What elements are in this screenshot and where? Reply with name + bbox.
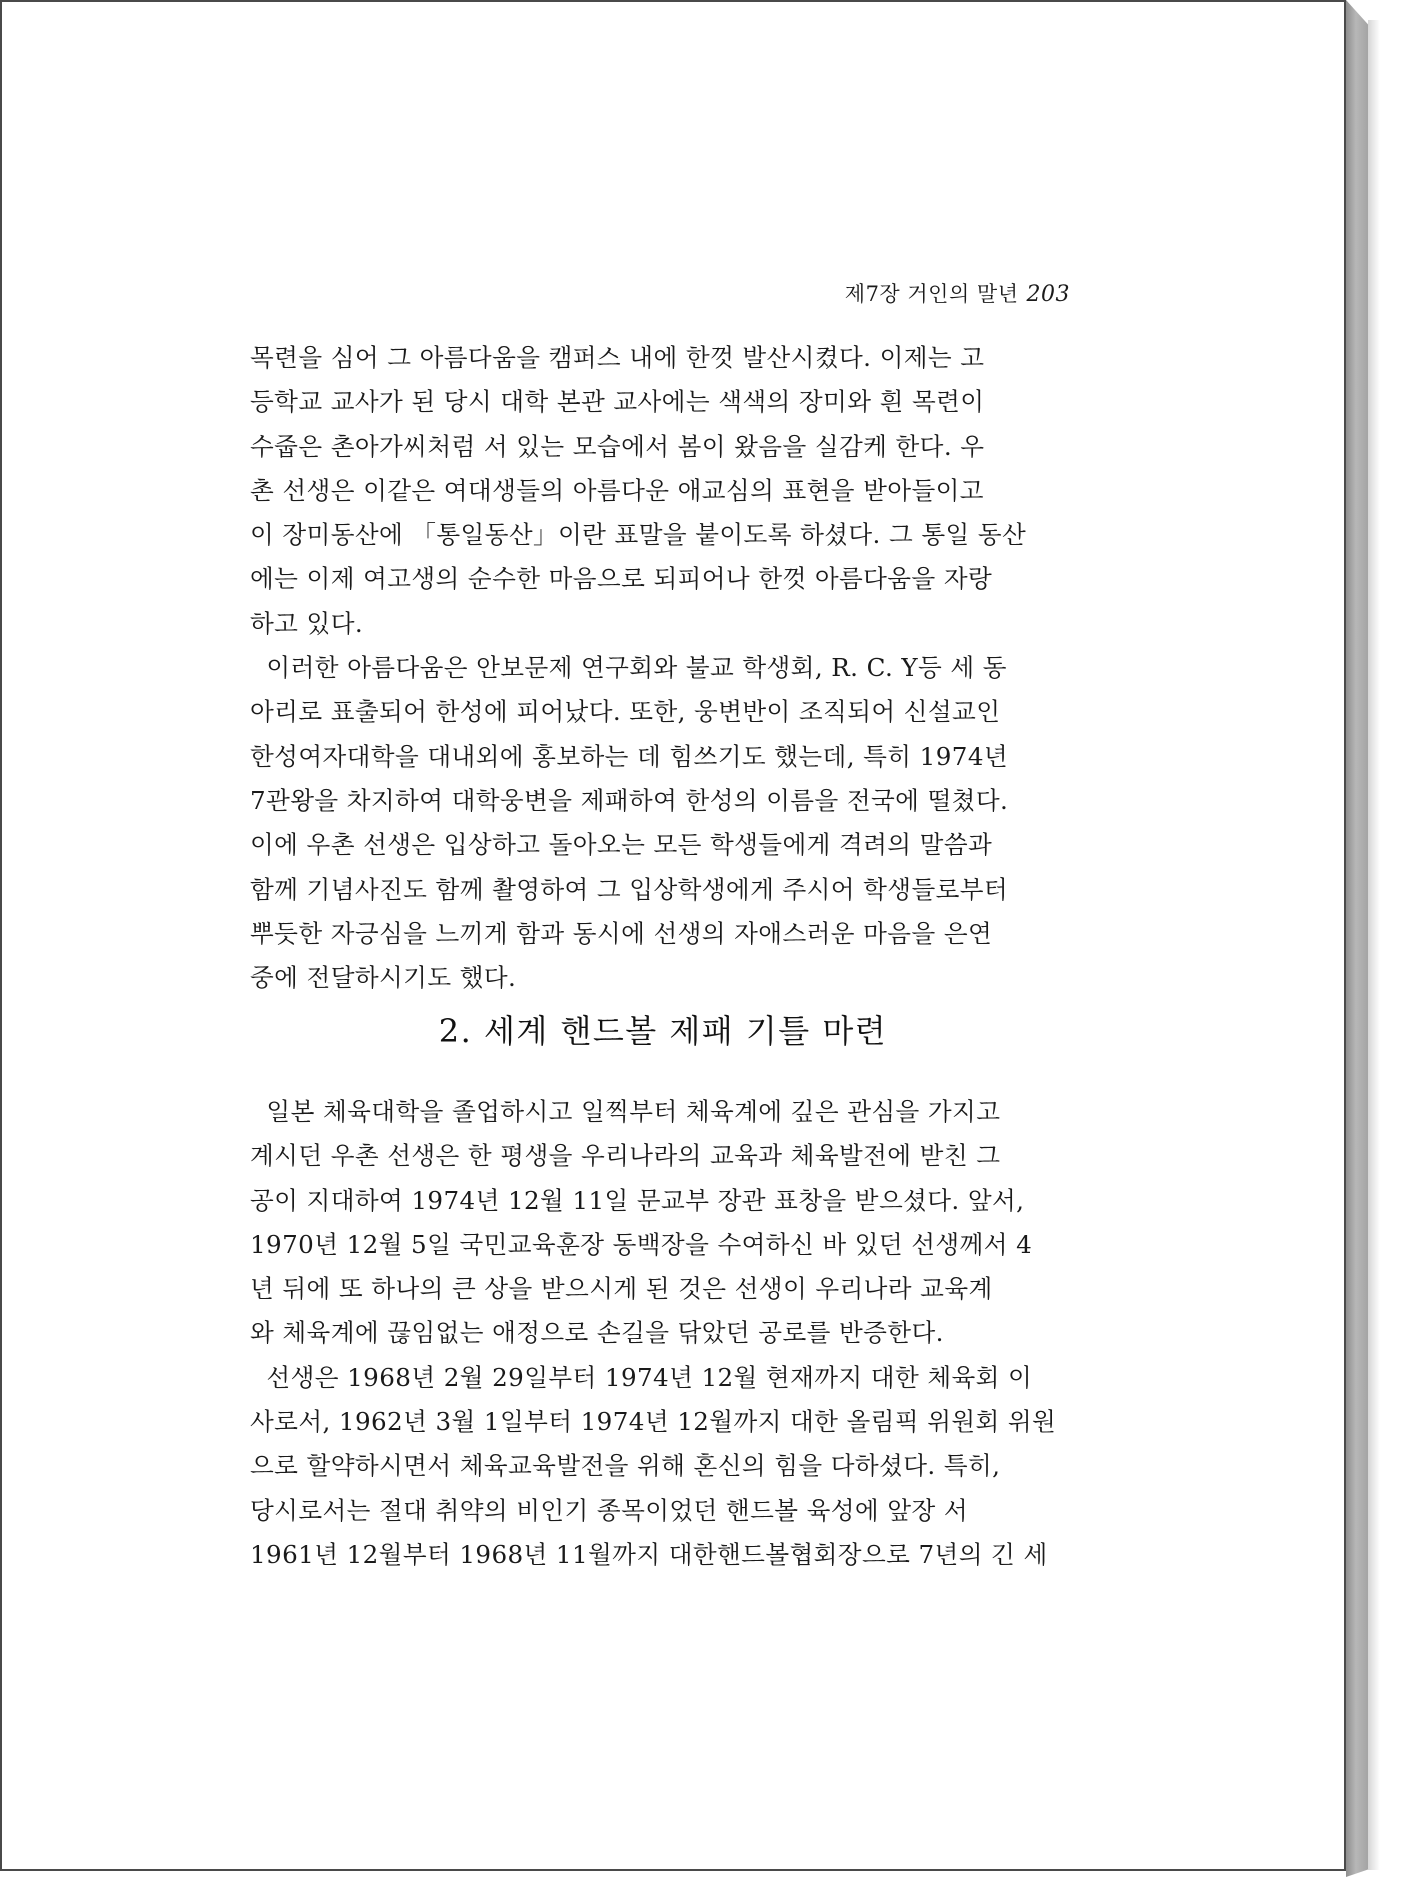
text-line: 아리로 표출되어 한성에 피어났다. 또한, 웅변반이 조직되어 신설교인 [250, 697, 1001, 727]
text-line: 뿌듯한 자긍심을 느끼게 함과 동시에 선생의 자애스러운 마음을 은연 [250, 918, 993, 948]
chapter-title: 제7장 거인의 말년 [844, 282, 1019, 306]
text-line: 년 뒤에 또 하나의 큰 상을 받으시게 된 것은 선생이 우리나라 교육계 [250, 1274, 993, 1304]
text-line: 중에 전달하시기도 했다. [250, 963, 517, 993]
section-1-body [250, 336, 1076, 1000]
text-line: 이 장미동산에 「통일동산」이란 표말을 붙이도록 하셨다. 그 통일 동산 [250, 520, 1027, 550]
section-heading: 2. 세계 핸드볼 제패 기틀 마련 [438, 1012, 888, 1050]
text-line: 함께 기념사진도 함께 촬영하여 그 입상학생에게 주시어 학생들로부터 [250, 874, 1009, 904]
text-line: 7관왕을 차지하여 대학웅변을 제패하여 한성의 이름을 전국에 떨쳤다. [250, 785, 1009, 815]
text-line: 당시로서는 절대 취약의 비인기 종목이었던 핸드볼 육성에 앞장 서 [250, 1495, 968, 1525]
text-line: 목련을 심어 그 아름다움을 캠퍼스 내에 한껏 발산시켰다. 이제는 고 [250, 343, 985, 372]
running-head [792, 278, 1070, 308]
text-line: 촌 선생은 이같은 여대생들의 아름다운 애교심의 표현을 받아들이고 [250, 475, 984, 505]
book-shadow [1368, 20, 1380, 1870]
text-line: 하고 있다. [250, 608, 364, 638]
page-number: 203 [1026, 282, 1070, 307]
text-line: 사로서, 1962년 3월 1일부터 1974년 12월까지 대한 올림픽 위원회 위원 [250, 1407, 1057, 1437]
text-line: 계시던 우촌 선생은 한 평생을 우리나라의 교육과 체육발전에 받친 그 [250, 1141, 1001, 1171]
text-line: 1970년 12월 5일 국민교육훈장 동백장을 수여하신 바 있던 선생께서 4 [250, 1229, 1033, 1259]
text-line: 수줍은 촌아가씨처럼 서 있는 모습에서 봄이 왔음을 실감케 한다. 우 [250, 431, 985, 461]
text-line: 에는 이제 여고생의 순수한 마음으로 되피어나 한껏 아름다움을 자랑 [250, 564, 993, 594]
section-2-body [250, 1090, 1076, 1577]
text-line: 선생은 1968년 2월 29일부터 1974년 12월 현재까지 대한 체육회 이 [250, 1362, 1033, 1392]
text-line: 공이 지대하여 1974년 12월 11일 문교부 장관 표창을 받으셨다. 앞서, [250, 1185, 1025, 1215]
text-line: 와 체육계에 끊임없는 애정으로 손길을 닦았던 공로를 반증한다. [250, 1318, 944, 1348]
text-line: 이에 우촌 선생은 입상하고 돌아오는 모든 학생들에게 격려의 말씀과 [250, 830, 993, 860]
text-line: 한성여자대학을 대내외에 홍보하는 데 힘쓰기도 했는데, 특히 1974년 [250, 741, 1009, 771]
text-line: 등학교 교사가 된 당시 대학 본관 교사에는 색색의 장미와 흰 목련이 [250, 387, 985, 417]
text-line: 일본 체육대학을 졸업하시고 일찍부터 체육계에 깊은 관심을 가지고 [250, 1097, 1001, 1126]
text-line: 이러한 아름다움은 안보문제 연구회와 불교 학생회, R. C. Y등 세 동 [250, 653, 1007, 683]
text-line: 1961년 12월부터 1968년 11월까지 대한핸드볼협회장으로 7년의 긴 세 [250, 1539, 1048, 1569]
book-edge [1346, 0, 1368, 1877]
text-line: 으로 할약하시면서 체육교육발전을 위해 혼신의 힘을 다하셨다. 특히, [250, 1451, 1001, 1481]
